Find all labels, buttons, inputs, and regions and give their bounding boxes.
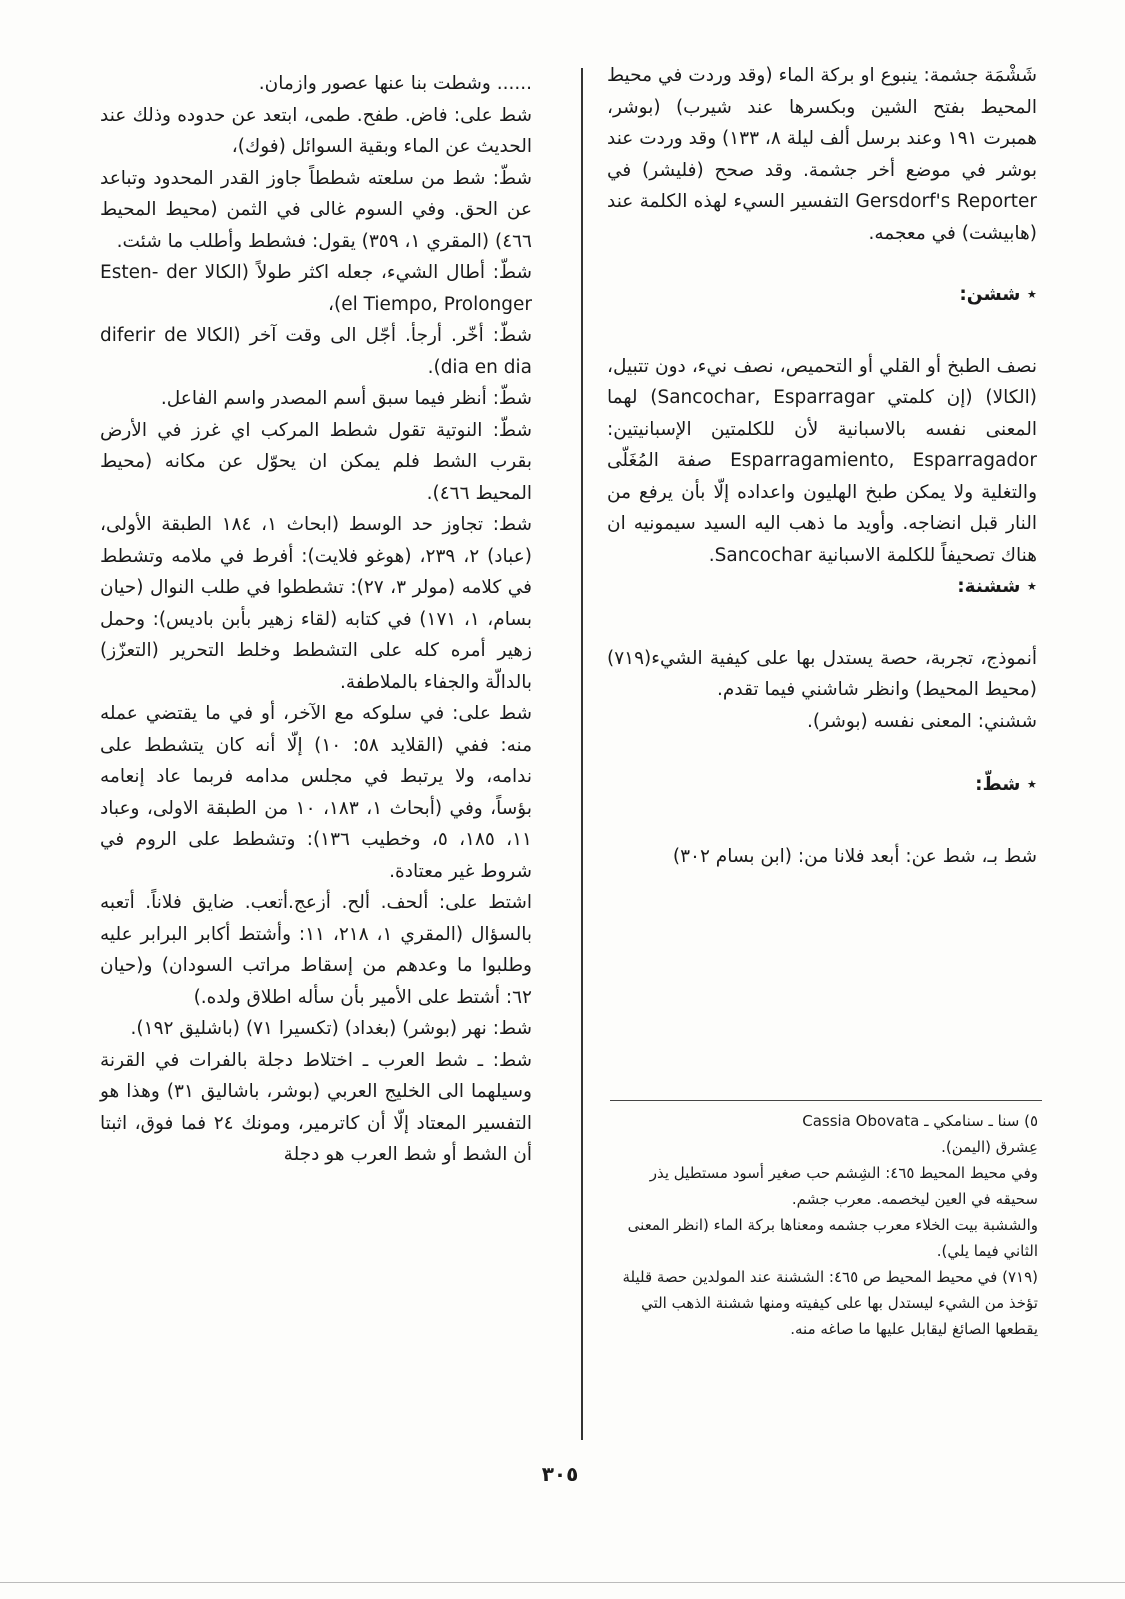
entry-shatta: شط بـ، شط عن: أبعد فلانا من: (ابن بسام ٣٠٢) bbox=[672, 845, 1037, 867]
footnotes bbox=[610, 1108, 1038, 1342]
left-entry-9: اشتط على: ألحف. ألح. أزعج.أتعب. ضايق فلاناً. أتعبه بالسؤال (المقري ١، ٢١٨، ١١: وأشتط أكابر البرابر عليه وطلبوا ما وعدهم من إسقاط مراتب السودان) و(حيان ٦٢: أشتط على الأمير بأن سأله اطلاق ولده.) bbox=[100, 892, 533, 1008]
right-column bbox=[607, 60, 1037, 872]
footnote-5-a: ٥) سنا ـ سنامكي ـ Cassia Obovata bbox=[802, 1112, 1038, 1130]
footnote-5-b: عِشرق (اليمن). bbox=[941, 1138, 1038, 1156]
heading-shashan: ٭ ششن: bbox=[959, 284, 1037, 305]
left-entry-11: شط: ـ شط العرب ـ اختلاط دجلة بالفرات في القرنة وسيلهما الى الخليج العربي (بوشر، باشاليق ٣١) وهذا هو التفسير المعتاد إلّا أن كاترمير، ومونك ٢٤ فما فوق، اثبتا أن الشط أو شط العرب هو دجلة bbox=[100, 1049, 532, 1165]
entry-shashna: أنموذج، تجربة، حصة يستدل بها على كيفية الشيء(٧١٩) (محيط المحيط) وانظر شاشني فيما تقدم. bbox=[607, 647, 1037, 700]
footnote-5-d: والششبة بيت الخلاء معرب جشمه ومعناها بركة الماء (انظر المعنى الثاني فيما يلي). bbox=[627, 1216, 1038, 1260]
left-entry-4: شطّ: أخّر. أرجأ. أجّل الى وقت آخر (الكالا diferir de dia en dia). bbox=[100, 325, 532, 378]
left-entry-1: شط على: فاض. طفح. طمى، ابتعد عن حدوده وذلك عند الحديث عن الماء وبقية السوائل (فوك)، bbox=[100, 104, 532, 157]
entry-shashan: نصف الطبخ أو القلي أو التحميص، نصف نيء، دون تتبيل، (الكالا) (إن كلمتي Sancochar, Esparragar) لهما المعنى نفسه بالاسبانية لأن للكلمتين الإسبانيتين: Esparragamiento, Esparragador صفة المُغَلّى والتغلية ولا يمكن طبخ الهليون واعداده إلّا بأن يرفع من النار قبل انضاجه. وأويد ما ذهب اليه السيد سيمونيه ان هناك تصحيفاً للكلمة الاسبانية Sancochar. bbox=[607, 355, 1037, 566]
heading-shashna: ٭ ششنة: bbox=[957, 576, 1037, 597]
left-column bbox=[100, 68, 532, 1171]
footnote-719: (٧١٩) في محيط المحيط ص ٤٦٥: الششنة عند المولدين حصة قليلة تؤخذ من الشيء ليستدل بها على كيفيته ومنها ششنة الذهب التي يقطعها الصائغ ليقابل عليها ما صاغه منه. bbox=[622, 1268, 1038, 1338]
column-divider bbox=[581, 68, 583, 1440]
left-entry-2: شطّ: شط من سلعته شططاً جاوز القدر المحدود وتباعد عن الحق. وفي السوم غالى في الثمن (محيط المحيط ٤٦٦) (المقري ١، ٣٥٩) يقول: فشطط وأطلب ما شئت. bbox=[100, 167, 532, 252]
entry-shashni: ششني: المعنى نفسه (بوشر). bbox=[807, 710, 1037, 732]
footnote-5-c: وفي محيط المحيط ٤٦٥: الشِشم حب صغير أسود مستطيل يذر سحيقه في العين ليخصمه. معرب جشم. bbox=[649, 1164, 1038, 1208]
left-entry-7: شط: تجاوز حد الوسط (ابحاث ١، ١٨٤ الطبقة الأولى، (عباد) ٢، ٢٣٩، (هوغو فلايت): أفرط في ملامه وتشطط في كلامه (مولر ٣، ٢٧): تشططوا في طلب النوال (حيان بسام، ١، ١٧١) في كتابه (لقاء زهير بأبن باديس): وحمل زهير أمره كله على التشطط وخلط التحرير (التعزّز) بالدالّة والجفاء بالملاطفة. bbox=[100, 514, 533, 693]
page-number: ٣٠٥ bbox=[541, 1462, 579, 1486]
left-entry-8: شط على: في سلوكه مع الآخر، أو في ما يقتضي عمله منه: ففي (القلايد ٥٨: ١٠) إلّا أنه كان يتشطط على ندامه، ولا يرتبط في مجلس مدامه فربما عاد إنعامه بؤساً، وفي (أبحاث ١، ١٨٣، ١٠ من الطبقة الاولى، وعباد ١١، ١٨٥، ٥، وخطيب ١٣٦): وتشطط على الروم في شروط غير معتادة. bbox=[100, 703, 532, 882]
left-entry-10: شط: نهر (بوشر) (بغداد) (تكسيرا ٧١) (باشليق ١٩٢). bbox=[130, 1018, 532, 1039]
left-entry-3: شطّ: أطال الشيء، جعله اكثر طولاً (الكالا Esten- der el Tiempo, Prolonger)، bbox=[100, 262, 532, 315]
left-entry-6: شطّ: النوتية تقول شطط المركب اي غرز في الأرض بقرب الشط فلم يمكن ان يحوّل عن مكانه (محيط المحيط ٤٦٦). bbox=[100, 419, 532, 504]
bottom-rule bbox=[0, 1582, 1125, 1583]
left-entry-5: شطّ: أنظر فيما سبق أسم المصدر واسم الفاعل. bbox=[160, 388, 532, 409]
heading-shatta: ٭ شطّ: bbox=[975, 774, 1037, 795]
left-line-1: ...... وشطت بنا عنها عصور وازمان. bbox=[258, 73, 532, 94]
footnote-rule bbox=[610, 1100, 1042, 1101]
entry-shashma: شَشْمَة جشمة: ينبوع او بركة الماء (وقد وردت في محيط المحيط بفتح الشين وبكسرها عند شيرب) (بوشر، همبرت ١٩١ وعند برسل ألف ليلة ٨، ١٣٣) وقد وردت عند بوشر في موضع أخر جشمة. وقد صحح (فليشر) في Gersdorf's Reporter التفسير السيء لهذه الكلمة عند (هابيشت) في معجمه. bbox=[607, 65, 1038, 244]
